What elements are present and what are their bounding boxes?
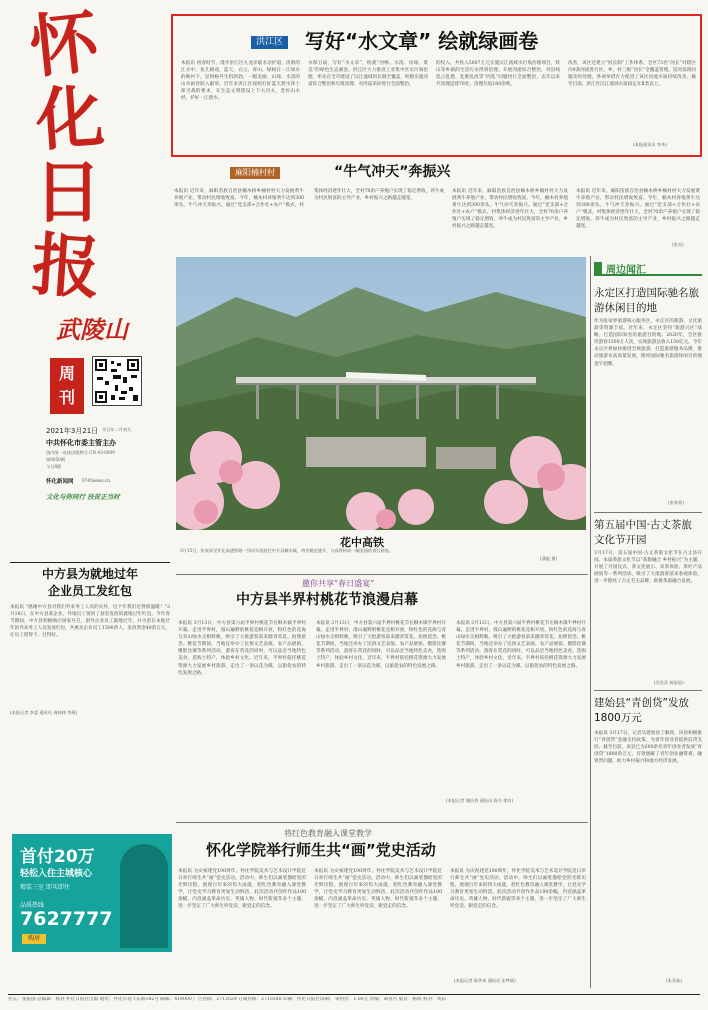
issue-lunar: 辛丑年二月初九	[102, 427, 132, 432]
ad-phone-number: 7627777	[20, 908, 113, 930]
footer-info: 社长：张振国 总编辑：杨春 怀化日报社出版 地址：怀化市迎丰东路182号 邮编：418000 广告热线：2712029 订阅热线：2719280 印刷：怀化日报社印刷厂 零售价：1.00元 责编：谭春吾 版式：杨海 校对：黄彩	[8, 997, 447, 1002]
story-xueyuan-byline: (本报记者 陈华来 通讯员 史梦斌)	[454, 978, 516, 983]
main-photo-caption-title: 花中高铁	[340, 536, 384, 549]
story-hongjiang-byline: (本报通讯员 李华)	[633, 142, 667, 147]
masthead-slogan: 文化与你同行 扶贫正当时	[46, 493, 120, 501]
story-mayang-kicker: 麻阳楠村村	[230, 167, 280, 179]
sidebar-story-1-title: 永定区打造国际驰名旅游休闲目的地	[594, 287, 699, 314]
story-xueyuan-headline: 怀化学院举行师生共“画”党史活动	[206, 841, 436, 859]
story-xueyuan-body-1: 本报讯 为庆祝建党100周年，怀化学院美术与艺术设计学院近日举行师生共“画”党史活动。活动中，师生们以画笔描绘党的光辉历程，展现百年来的伟大成就，把红色教育融入课堂教学，让党史学习教育更加生动鲜活。此次活动共创作作品100余幅，内容涵盖革命历史、英雄人物、时代新貌等多个主题，进一步坚定了广大师生听党话、跟党走的信念。	[178, 869, 306, 910]
story-zhongfang-left-headline-1: 中方县为就地过年	[41, 567, 138, 581]
story-xueyuan-body-2: 本报讯 为庆祝建党100周年，怀化学院美术与艺术设计学院近日举行师生共“画”党史活动。活动中，师生们以画笔描绘党的光辉历程，展现百年来的伟大成就，把红色教育融入课堂教学，让党史学习教育更加生动鲜活。此次活动共创作作品100余幅，内容涵盖革命历史、英雄人物、时代新貌等多个主题，进一步坚定了广大师生听党话、跟党走的信念。	[314, 869, 442, 910]
taohua-top-rule	[176, 574, 588, 575]
story-taohua-kicker: 邀你共享“春日盛宴”	[302, 579, 375, 588]
qr-code	[92, 356, 142, 406]
story-mayang-body-3: 本报讯 近年来，麻阳苗族自治县楠木桥乡楠村村大力发展黄牛养殖产业，带动村民增收致富。今年，楠木村养殖黄牛达到300余头，牛气冲天奔振兴。通过“党支部+合作社+农户”模式，村集体经济逐年壮大，全村70余户养殖户实现了稳定增收，养牛成为村民致富的主导产业，乡村振兴之路越走越宽。	[576, 189, 700, 230]
main-photo-caption-byline: (蒲彪 摄)	[540, 556, 558, 561]
sidebar	[594, 256, 702, 990]
sidebar-divider	[590, 256, 591, 988]
masthead-char-2: 化	[33, 76, 107, 162]
story-taohua-body-2: 本报讯 3月13日，中方县第六届半界村桃花节在桐木镇半界村开幕。走进半界村，漫山遍野的桃花竞相开放，粉红色的花海与青山绿水交相辉映，吸引了大批游客前来踏青赏花、拍照留念。桃花节期间，当地还举办了民俗文艺表演、农产品展销、摄影比赛等系列活动，游客在赏花的同时，可以品尝当地特色美食，选购土特产，体验乡村文化。近年来，半界村依托桃花资源大力发展乡村旅游，走出了一条以花为媒、以旅促农的特色发展之路。	[316, 621, 446, 669]
story-zhongfang-left	[10, 566, 170, 724]
zhoukan-label: 周刊	[59, 364, 76, 407]
sidebar-story-2-title: 第五届中国·古丈茶旅文化节开园	[594, 519, 692, 546]
masthead-char-1: 怀	[26, 1, 103, 89]
main-photo-caption-body: 3月15日，张家界至怀化高速铁路一列动车组驶过中方县桐木镇，两旁桃花盛开，与高铁构成一幅美丽的春日画卷。	[180, 548, 394, 553]
ad-line-2: 轻松入住主城核心	[20, 869, 93, 879]
sidebar-header-bar	[594, 262, 602, 274]
edition-count: 今日8版	[46, 464, 62, 469]
story-zhongfang-left-byline: (本报记者 李睿 通讯员 周帅林 李燕)	[10, 710, 78, 715]
sidebar-rule-2	[594, 690, 702, 691]
sidebar-story-2-body: 3月17日，第五届中国·古丈茶旅文化节在古丈县开园。本届茶旅文化节以“茶旅融合 乡村振兴”为主题，开展了开园仪式、茶文化展示、采茶体验、茶叶产品展销等一系列活动，吸引了大批游客前来参观体验，进一步擦亮了古丈毛尖品牌，助推茶旅融合发展。	[594, 551, 702, 585]
story-mayang-body-1: 本报讯 近年来，麻阳苗族自治县楠木桥乡楠村村大力发展黄牛养殖产业，带动村民增收致富。今年，楠木村养殖黄牛达到300余头，牛气冲天奔振兴。通过“党支部+合作社+农户”模式，村集体经济逐年壮大，全村70余户养殖户实现了稳定增收，养牛成为村民致富的主导产业，乡村振兴之路越走越宽。	[174, 189, 444, 209]
site-label: 怀化新闻网	[46, 479, 74, 485]
sidebar-story-1-byline: (张家界)	[668, 500, 684, 505]
main-photo-image	[176, 257, 586, 530]
story-mayang-body-2: 本报讯 近年来，麻阳苗族自治县楠木桥乡楠村村大力发展黄牛养殖产业，带动村民增收致富。今年，楠木村养殖黄牛达到300余头，牛气冲天奔振兴。通过“党支部+合作社+农户”模式，村集体经济逐年壮大，全村70余户养殖户实现了稳定增收，养牛成为村民致富的主导产业，乡村振兴之路越走越宽。	[452, 189, 568, 230]
story-taohua-byline: (本报记者 谢昌秀 通讯员 陈丹 徐启)	[446, 798, 514, 803]
story-xueyuan	[176, 828, 588, 988]
sidebar-story-3-body: 本报讯 3月17日，记者从建始县了解到，该县积极推行“青创贷”金融支持政策，为青年创业者提供信贷支持。截至目前，该县已为200余名青年创业者发放“青创贷”1800余万元，有效缓解了青年创业融资难、融资贵问题，助力乡村振兴和地方经济发展。	[594, 731, 702, 765]
story-zhongfang-left-headline-2: 企业员工发红包	[47, 584, 132, 598]
story-xueyuan-body-3: 本报讯 为庆祝建党100周年，怀化学院美术与艺术设计学院近日举行师生共“画”党史活动。活动中，师生们以画笔描绘党的光辉历程，展现百年来的伟大成就，把红色教育融入课堂教学，让党史学习教育更加生动鲜活。此次活动共创作作品100余幅，内容涵盖革命历史、英雄人物、时代新貌等多个主题，进一步坚定了广大师生听党话、跟党走的信念。	[450, 869, 586, 910]
issue-number: 第6050期	[46, 457, 66, 462]
ad-button: 购房	[22, 934, 46, 944]
qr-code-graphic	[93, 357, 141, 405]
story-xueyuan-kicker: 将红色教育融入课堂教学	[284, 829, 372, 838]
supplement-title: 武陵山	[56, 315, 128, 344]
story-hongjiang-col-2: 水保卫战，写好“水文章”，绘就“河畅、水清、岸绿、景美”的绿色生态画卷。洪江区大力推进工业集中区水污染治理，率先在全市建设了沅江流域河长制全覆盖，积极实施河道综合整治和垃圾清理，对河道采砂进行全面整治。	[308, 61, 428, 88]
masthead	[6, 1, 166, 506]
story-hongjiang-headline: 写好“水文章” 绘就绿画卷	[305, 29, 539, 53]
story-hongjiang	[171, 14, 702, 157]
story-mayang-headline: “牛气冲天”奔振兴	[334, 164, 451, 180]
xueyuan-top-rule	[176, 822, 588, 823]
zhoukan-badge	[50, 358, 84, 414]
story-mayang-byline: (张杰)	[672, 242, 684, 247]
sidebar-story-1-body: 作为张家界旅游核心服务区，永定区的旅游、文化旅游等资源丰富。近年来，永定区坚持“旅游兴区”战略，打造国际知名的旅游目的地。2020年，全区接待游客1500万人次，实现旅游总收入150亿元。今年永定区将加快推进全域旅游，打造旅游服务品牌，推动旅游业高质量发展，擦亮国际驰名旅游休闲目的地金字招牌。	[594, 319, 702, 367]
footer-rule	[8, 994, 700, 995]
ad-figure	[120, 844, 168, 948]
left-column-rule	[10, 562, 170, 563]
real-estate-ad	[12, 834, 172, 952]
sidebar-story-3-byline: (朱亚茹)	[666, 978, 682, 983]
ad-phone-label: 品质热线	[20, 902, 45, 909]
publisher: 中共怀化市委主管主办	[46, 439, 116, 447]
sidebar-story-3-title: 建始县“青创贷”发放1800万元	[594, 697, 689, 724]
sidebar-rule-1	[594, 512, 702, 513]
story-taohua-body-1: 本报讯 3月13日，中方县第六届半界村桃花节在桐木镇半界村开幕。走进半界村，漫山遍野的桃花竞相开放，粉红色的花海与青山绿水交相辉映，吸引了大批游客前来踏青赏花、拍照留念。桃花节期间，当地还举办了民俗文艺表演、农产品展销、摄影比赛等系列活动，游客在赏花的同时，可以品尝当地特色美食，选购土特产，体验乡村文化。近年来，半界村依托桃花资源大力发展乡村旅游，走出了一条以花为媒、以旅促农的特色发展之路。	[178, 621, 306, 676]
story-hongjiang-col-3: 的投入，共投入5007万元实施沅江流域水污染治理项目，铁山等乡镇的生活污水得到治理。开展河流综合整治，对沿线乱占乱建、乱堆乱放等“四乱”问题进行全面整治，去年以来共清理违建78处，清理垃圾180余吨。	[436, 61, 560, 88]
sidebar-header-label: 周边闻汇	[606, 265, 646, 276]
sidebar-header	[594, 260, 702, 276]
ad-line-1: 首付20万	[20, 847, 95, 867]
story-taohua-body-3: 本报讯 3月13日，中方县第六届半界村桃花节在桐木镇半界村开幕。走进半界村，漫山遍野的桃花竞相开放，粉红色的花海与青山绿水交相辉映，吸引了大批游客前来踏青赏花、拍照留念。桃花节期间，当地还举办了民俗文艺表演、农产品展销、摄影比赛等系列活动，游客在赏花的同时，可以品尝当地特色美食，选购土特产，体验乡村文化。近年来，半界村依托桃花资源大力发展乡村旅游，走出了一条以花为媒、以旅促农的特色发展之路。	[456, 621, 586, 669]
ad-line-3: 精装三室 即买即住	[20, 884, 70, 891]
masthead-char-4: 报	[29, 224, 103, 310]
sidebar-story-2-byline: (吴宏武 杨思思)	[654, 680, 684, 685]
story-hongjiang-col-1: 本报讯 初春时节，漫步洪江区九龙岸临水亲护道，清新的江水中，鱼儿嬉戏，蓝天、白云、青山、绿树在一江绿水的映衬下，显得格外生机勃勃，一幅美丽、山绿、水清的山水画卷跃入眼帘。近年来洪江区按照打好蓝天碧水净土保卫战的要求，在生态文明建设上下大功夫，念好山水经，护好一江碧水。	[181, 61, 300, 102]
story-taohua-headline: 中方县半界村桃花节浪漫启幕	[236, 592, 418, 608]
masthead-char-3: 日	[34, 153, 103, 233]
story-taohua	[176, 578, 588, 816]
issue-date: 2021年3月21日	[46, 427, 99, 435]
main-photo	[176, 257, 586, 530]
story-zhongfang-left-body: 本报讯 “感谢中方县对我们外来务工人员的关怀，这个年我们过得很温暖！”3月18日，在中方县某企业，外地员工领到了县里发放的就地过年红包。今年春节期间，中方县积极响应国家号召，倡导企业员工就地过年，并为留在本地过年的外来务工人员发放红包，共惠及企业员工1500余人，发放资金40余万元，让员工留得下、过得好。	[10, 605, 170, 639]
story-hongjiang-col-4: 改善，该区还建立“河长制”工作体系，全区73名“河长”对辖区内9条河流进行区、乡、村三级“河长”全覆盖管理，巡河发现问题及时处理。各项举措有力促进了该区河流水质持续改善。截至目前，洪江区沅江流域水质稳定在Ⅱ类以上。	[568, 61, 696, 88]
cn-number: 国内统一连续出版物号 CN 43-0009	[46, 450, 115, 455]
story-mayang	[172, 160, 702, 254]
site-url: 0745news.cn	[82, 478, 110, 483]
story-hongjiang-kicker: 洪江区	[251, 36, 288, 49]
